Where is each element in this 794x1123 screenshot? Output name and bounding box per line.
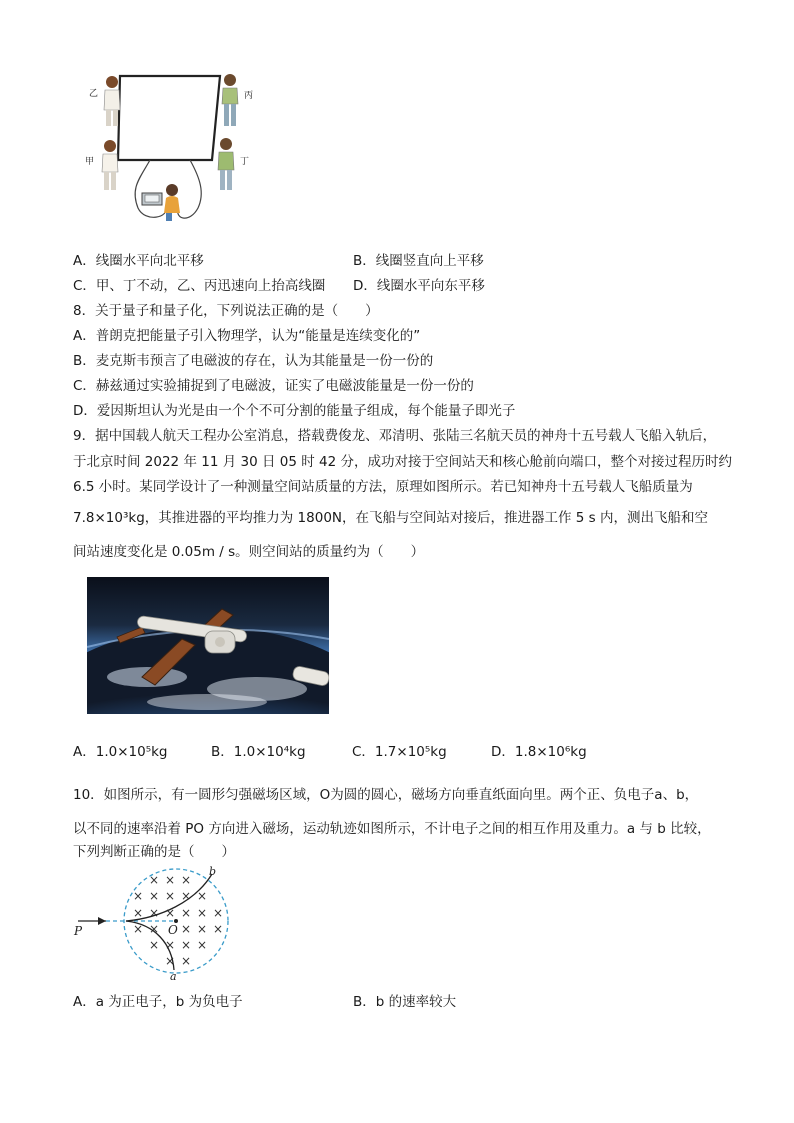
q8-option-a: A．普朗克把能量子引入物理学，认为“能量是连续变化的”: [73, 328, 421, 344]
q7-option-d: D．线圈水平向东平移: [353, 278, 485, 294]
q8-stem: 8．关于量子和量子化，下列说法正确的是（ ）: [73, 303, 379, 319]
svg-text:×: ×: [196, 889, 208, 903]
q7-option-b: B．线圈竖直向上平移: [353, 253, 484, 269]
svg-text:×: ×: [196, 922, 208, 936]
q7-option-a: A．线圈水平向北平移: [73, 253, 204, 269]
svg-text:×: ×: [132, 922, 144, 936]
svg-text:×: ×: [180, 922, 192, 936]
q8-option-d: D．爱因斯坦认为光是由一个个不可分割的能量子组成，每个能量子即光子: [73, 403, 516, 419]
svg-text:×: ×: [132, 889, 144, 903]
svg-text:×: ×: [164, 873, 176, 887]
svg-text:×: ×: [164, 906, 176, 920]
svg-text:×: ×: [164, 954, 176, 968]
q8-option-b: B．麦克斯韦预言了电磁波的存在，认为其能量是一份一份的: [73, 353, 434, 369]
svg-text:×: ×: [148, 938, 160, 952]
svg-text:×: ×: [196, 906, 208, 920]
q9-stem-line-3: 6.5 小时。某同学设计了一种测量空间站质量的方法，原理如图所示。若已知神舟十五号载人飞船质量为: [73, 479, 693, 495]
q9-option-a: A．1.0×10⁵kg: [73, 744, 168, 760]
svg-text:×: ×: [212, 906, 224, 920]
coil-figure: [80, 68, 270, 230]
svg-text:×: ×: [180, 873, 192, 887]
q10-option-b: B．b 的速率较大: [353, 994, 457, 1010]
label-bing: 丙: [244, 91, 254, 101]
label-a: a: [170, 970, 177, 982]
label-p: P: [74, 924, 83, 938]
svg-text:×: ×: [180, 938, 192, 952]
q9-stem-line-4: 7.8×10³kg，其推进器的平均推力为 1800N，在飞船与空间站对接后，推进器工作 5 s 内，测出飞船和空: [73, 510, 708, 526]
svg-text:×: ×: [164, 889, 176, 903]
q9-option-c: C．1.7×10⁵kg: [352, 744, 447, 760]
label-ding: 丁: [240, 157, 250, 167]
svg-text:×: ×: [148, 922, 160, 936]
q9-option-d: D．1.8×10⁶kg: [491, 744, 587, 760]
label-jia: 甲: [85, 157, 95, 167]
svg-text:×: ×: [212, 922, 224, 936]
svg-text:×: ×: [132, 906, 144, 920]
q9-option-b: B．1.0×10⁴kg: [211, 744, 306, 760]
q9-stem-line-2: 于北京时间 2022 年 11 月 30 日 05 时 42 分，成功对接于空间站天和核心舱前向端口，整个对接过程历时约: [73, 454, 732, 470]
q7-option-c: C．甲、丁不动，乙、丙迅速向上抬高线圈: [73, 278, 326, 294]
svg-text:×: ×: [196, 938, 208, 952]
q8-option-c: C．赫兹通过实验捕捉到了电磁波，证实了电磁波能量是一份一份的: [73, 378, 474, 394]
svg-text:×: ×: [148, 873, 160, 887]
label-o: O: [168, 923, 178, 937]
q9-stem-line-1: 9．据中国载人航天工程办公室消息，搭载费俊龙、邓清明、张陆三名航天员的神舟十五号载人飞船入轨后，: [73, 428, 717, 444]
svg-text:×: ×: [180, 889, 192, 903]
svg-text:×: ×: [164, 938, 176, 952]
q10-stem-line-3: 下列判断正确的是（ ）: [73, 844, 235, 860]
svg-text:×: ×: [148, 906, 160, 920]
q9-stem-line-5: 间站速度变化是 0.05m / s。则空间站的质量约为（ ）: [73, 544, 425, 560]
q10-option-a: A．a 为正电子，b 为负电子: [73, 994, 243, 1010]
label-b: b: [209, 866, 217, 878]
magnetic-field-figure: [70, 866, 240, 982]
label-yi: 乙: [89, 89, 99, 99]
svg-text:×: ×: [180, 906, 192, 920]
svg-text:×: ×: [148, 889, 160, 903]
svg-text:×: ×: [180, 954, 192, 968]
q10-stem-line-1: 10．如图所示，有一圆形匀强磁场区域，O为圆的圆心，磁场方向垂直纸面向里。两个正、负电子a、b，: [73, 787, 699, 803]
space-station-image: [87, 577, 329, 714]
q10-stem-line-2: 以不同的速率沿着 PO 方向进入磁场，运动轨迹如图所示，不计电子之间的相互作用及重力。a 与 b 比较，: [73, 821, 711, 837]
